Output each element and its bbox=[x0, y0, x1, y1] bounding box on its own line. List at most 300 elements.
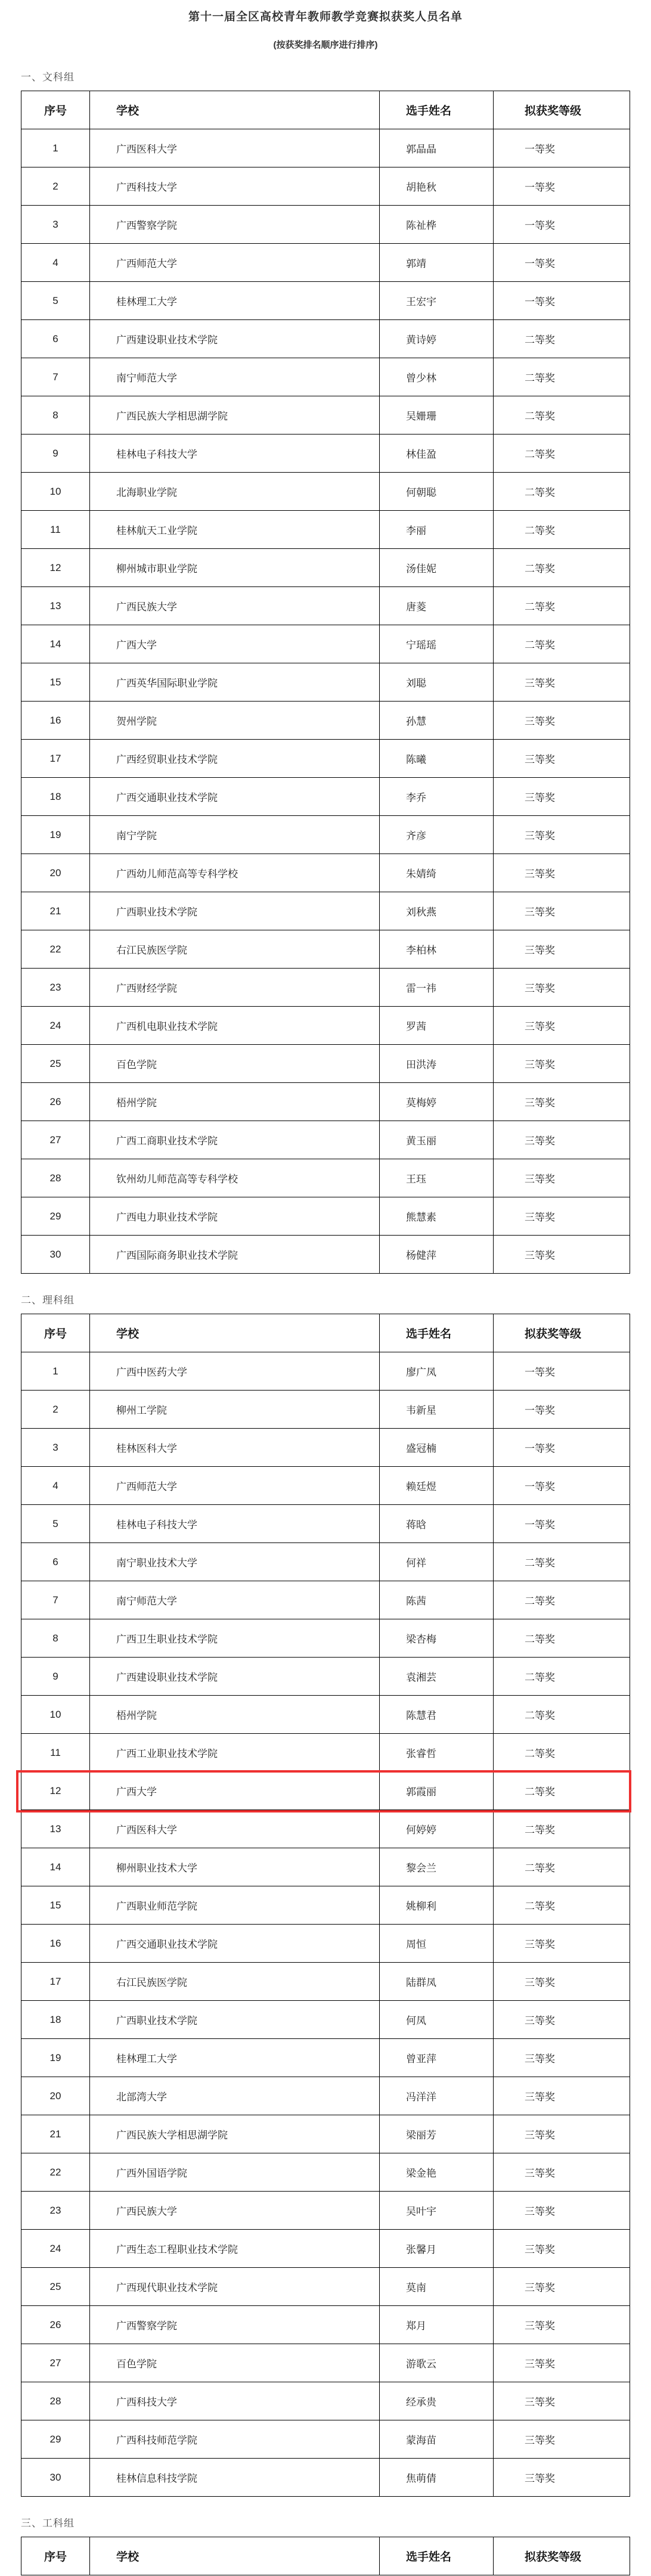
cell-name: 陈茜 bbox=[380, 1581, 494, 1619]
cell-award: 一等奖 bbox=[494, 1467, 630, 1505]
cell-school: 广西师范大学 bbox=[90, 244, 380, 282]
cell-name: 陈曦 bbox=[380, 740, 494, 778]
cell-school: 桂林电子科技大学 bbox=[90, 1505, 380, 1543]
cell-school: 广西交通职业技术学院 bbox=[90, 778, 380, 816]
cell-index: 28 bbox=[21, 2382, 90, 2420]
table-row bbox=[21, 1121, 630, 1159]
table-row bbox=[21, 2077, 630, 2115]
cell-school: 广西师范大学 bbox=[90, 1467, 380, 1505]
cell-school: 广西警察学院 bbox=[90, 2306, 380, 2344]
cell-name: 姚柳利 bbox=[380, 1886, 494, 1925]
cell-index: 17 bbox=[21, 740, 90, 778]
cell-index: 6 bbox=[21, 320, 90, 358]
cell-name: 王宏宇 bbox=[380, 282, 494, 320]
cell-award: 一等奖 bbox=[494, 282, 630, 320]
table-row bbox=[21, 2420, 630, 2459]
cell-name: 莫梅婷 bbox=[380, 1083, 494, 1121]
table-row bbox=[21, 206, 630, 244]
cell-school: 广西建设职业技术学院 bbox=[90, 1658, 380, 1696]
cell-award: 二等奖 bbox=[494, 1619, 630, 1658]
cell-award: 三等奖 bbox=[494, 2153, 630, 2192]
table-header-row bbox=[21, 1314, 630, 1352]
cell-name: 何凤 bbox=[380, 2001, 494, 2039]
cell-name: 曾少林 bbox=[380, 358, 494, 396]
cell-index: 12 bbox=[21, 549, 90, 587]
table-row bbox=[21, 2192, 630, 2230]
cell-award: 三等奖 bbox=[494, 2344, 630, 2382]
cell-award: 一等奖 bbox=[494, 244, 630, 282]
cell-school: 广西中医药大学 bbox=[90, 1352, 380, 1391]
column-header-award: 拟获奖等级 bbox=[494, 91, 630, 129]
cell-award: 二等奖 bbox=[494, 511, 630, 549]
cell-school: 北部湾大学 bbox=[90, 2077, 380, 2115]
table-row bbox=[21, 511, 630, 549]
cell-index: 8 bbox=[21, 1619, 90, 1658]
cell-award: 一等奖 bbox=[494, 1352, 630, 1391]
cell-award: 二等奖 bbox=[494, 320, 630, 358]
cell-award: 二等奖 bbox=[494, 549, 630, 587]
cell-name: 韦新星 bbox=[380, 1391, 494, 1429]
cell-name: 李乔 bbox=[380, 778, 494, 816]
cell-school: 柳州职业技术大学 bbox=[90, 1848, 380, 1886]
cell-index: 14 bbox=[21, 625, 90, 663]
cell-award: 三等奖 bbox=[494, 1121, 630, 1159]
column-header-school: 学校 bbox=[90, 1314, 380, 1352]
cell-school: 广西警察学院 bbox=[90, 206, 380, 244]
table-row bbox=[21, 1467, 630, 1505]
cell-award: 一等奖 bbox=[494, 129, 630, 167]
cell-school: 广西科技大学 bbox=[90, 2382, 380, 2420]
cell-award: 二等奖 bbox=[494, 473, 630, 511]
cell-school: 桂林医科大学 bbox=[90, 1429, 380, 1467]
table-row bbox=[21, 320, 630, 358]
cell-award: 二等奖 bbox=[494, 1543, 630, 1581]
cell-school: 广西机电职业技术学院 bbox=[90, 1007, 380, 1045]
cell-name: 曾亚萍 bbox=[380, 2039, 494, 2077]
cell-index: 16 bbox=[21, 1925, 90, 1963]
table-row bbox=[21, 2230, 630, 2268]
cell-index: 21 bbox=[21, 2115, 90, 2153]
cell-award: 三等奖 bbox=[494, 702, 630, 740]
cell-school: 广西幼儿师范高等专科学校 bbox=[90, 854, 380, 892]
cell-award: 三等奖 bbox=[494, 892, 630, 930]
cell-name: 黎会兰 bbox=[380, 1848, 494, 1886]
cell-award: 三等奖 bbox=[494, 2230, 630, 2268]
table-row bbox=[21, 892, 630, 930]
cell-name: 梁丽芳 bbox=[380, 2115, 494, 2153]
cell-award: 三等奖 bbox=[494, 816, 630, 854]
cell-name: 汤佳妮 bbox=[380, 549, 494, 587]
cell-name: 王珏 bbox=[380, 1159, 494, 1197]
cell-index: 14 bbox=[21, 1848, 90, 1886]
table-row bbox=[21, 587, 630, 625]
cell-school: 南宁职业技术大学 bbox=[90, 1543, 380, 1581]
cell-school: 南宁师范大学 bbox=[90, 358, 380, 396]
cell-index: 11 bbox=[21, 1734, 90, 1772]
page-title: 第十一届全区高校青年教师教学竞赛拟获奖人员名单 bbox=[188, 11, 463, 23]
cell-award: 三等奖 bbox=[494, 740, 630, 778]
cell-index: 27 bbox=[21, 2344, 90, 2382]
cell-school: 广西建设职业技术学院 bbox=[90, 320, 380, 358]
cell-index: 10 bbox=[21, 1696, 90, 1734]
cell-name: 雷一祎 bbox=[380, 969, 494, 1007]
award-section bbox=[0, 1292, 651, 2497]
cell-index: 17 bbox=[21, 1963, 90, 2001]
section-heading: 二、理科组 bbox=[21, 1295, 75, 1306]
cell-award: 三等奖 bbox=[494, 1963, 630, 2001]
cell-name: 黄玉丽 bbox=[380, 1121, 494, 1159]
cell-name: 胡艳秋 bbox=[380, 167, 494, 206]
cell-award: 三等奖 bbox=[494, 1045, 630, 1083]
cell-name: 郭靖 bbox=[380, 244, 494, 282]
table-row bbox=[21, 1391, 630, 1429]
column-header-name: 选手姓名 bbox=[380, 1314, 494, 1352]
cell-index: 25 bbox=[21, 2268, 90, 2306]
cell-school: 桂林理工大学 bbox=[90, 282, 380, 320]
column-header-award: 拟获奖等级 bbox=[494, 1314, 630, 1352]
cell-school: 桂林信息科技学院 bbox=[90, 2459, 380, 2497]
table-row bbox=[21, 1810, 630, 1848]
table-row bbox=[21, 473, 630, 511]
cell-name: 宁瑶瑶 bbox=[380, 625, 494, 663]
cell-award: 二等奖 bbox=[494, 1734, 630, 1772]
award-table bbox=[21, 91, 630, 1274]
table-row bbox=[21, 434, 630, 473]
cell-school: 右江民族医学院 bbox=[90, 930, 380, 969]
table-row bbox=[21, 244, 630, 282]
cell-index: 21 bbox=[21, 892, 90, 930]
cell-index: 26 bbox=[21, 2306, 90, 2344]
cell-school: 广西卫生职业技术学院 bbox=[90, 1619, 380, 1658]
cell-award: 二等奖 bbox=[494, 1581, 630, 1619]
table-row bbox=[21, 930, 630, 969]
cell-school: 广西民族大学相思湖学院 bbox=[90, 2115, 380, 2153]
cell-school: 柳州城市职业学院 bbox=[90, 549, 380, 587]
cell-school: 梧州学院 bbox=[90, 1083, 380, 1121]
cell-school: 南宁学院 bbox=[90, 816, 380, 854]
cell-award: 二等奖 bbox=[494, 358, 630, 396]
cell-name: 蒙海苗 bbox=[380, 2420, 494, 2459]
cell-school: 广西交通职业技术学院 bbox=[90, 1925, 380, 1963]
cell-award: 三等奖 bbox=[494, 854, 630, 892]
cell-index: 24 bbox=[21, 2230, 90, 2268]
cell-name: 朱婧绮 bbox=[380, 854, 494, 892]
cell-name: 张睿哲 bbox=[380, 1734, 494, 1772]
cell-award: 二等奖 bbox=[494, 625, 630, 663]
table-row bbox=[21, 1886, 630, 1925]
cell-award: 三等奖 bbox=[494, 778, 630, 816]
cell-school: 广西生态工程职业技术学院 bbox=[90, 2230, 380, 2268]
cell-name: 何婷婷 bbox=[380, 1810, 494, 1848]
table-row bbox=[21, 549, 630, 587]
award-section bbox=[0, 2515, 651, 2575]
cell-name: 廖广凤 bbox=[380, 1352, 494, 1391]
cell-school: 桂林航天工业学院 bbox=[90, 511, 380, 549]
table-row bbox=[21, 2001, 630, 2039]
cell-award: 二等奖 bbox=[494, 587, 630, 625]
cell-award: 三等奖 bbox=[494, 2459, 630, 2497]
cell-school: 广西医科大学 bbox=[90, 129, 380, 167]
cell-award: 一等奖 bbox=[494, 206, 630, 244]
table-row bbox=[21, 816, 630, 854]
cell-name: 何祥 bbox=[380, 1543, 494, 1581]
table-header-row bbox=[21, 2537, 630, 2575]
cell-award: 三等奖 bbox=[494, 1159, 630, 1197]
cell-award: 一等奖 bbox=[494, 1391, 630, 1429]
cell-name: 熊慧素 bbox=[380, 1197, 494, 1236]
cell-index: 6 bbox=[21, 1543, 90, 1581]
cell-index: 7 bbox=[21, 1581, 90, 1619]
column-header-school: 学校 bbox=[90, 2537, 380, 2575]
cell-name: 赖廷煜 bbox=[380, 1467, 494, 1505]
column-header-award: 拟获奖等级 bbox=[494, 2537, 630, 2575]
cell-award: 三等奖 bbox=[494, 1236, 630, 1274]
cell-index: 20 bbox=[21, 854, 90, 892]
table-row bbox=[21, 2459, 630, 2497]
cell-name: 罗茜 bbox=[380, 1007, 494, 1045]
section-heading: 三、工科组 bbox=[21, 2518, 75, 2529]
cell-school: 广西民族大学相思湖学院 bbox=[90, 396, 380, 434]
cell-school: 广西现代职业技术学院 bbox=[90, 2268, 380, 2306]
cell-school: 广西民族大学 bbox=[90, 2192, 380, 2230]
cell-award: 二等奖 bbox=[494, 1772, 630, 1810]
cell-name: 刘聪 bbox=[380, 663, 494, 702]
award-section bbox=[0, 69, 651, 1274]
cell-name: 周恒 bbox=[380, 1925, 494, 1963]
cell-name: 李丽 bbox=[380, 511, 494, 549]
page-subtitle: (按获奖排名顺序进行排序) bbox=[273, 40, 378, 50]
cell-index: 9 bbox=[21, 434, 90, 473]
table-header-row bbox=[21, 91, 630, 129]
cell-name: 郑月 bbox=[380, 2306, 494, 2344]
cell-award: 三等奖 bbox=[494, 663, 630, 702]
cell-name: 莫南 bbox=[380, 2268, 494, 2306]
table-row bbox=[21, 854, 630, 892]
table-row bbox=[21, 2344, 630, 2382]
table-row bbox=[21, 1007, 630, 1045]
cell-award: 三等奖 bbox=[494, 2268, 630, 2306]
table-row bbox=[21, 1505, 630, 1543]
cell-school: 广西职业技术学院 bbox=[90, 892, 380, 930]
cell-name: 焦萌倩 bbox=[380, 2459, 494, 2497]
cell-index: 4 bbox=[21, 1467, 90, 1505]
table-row bbox=[21, 1543, 630, 1581]
cell-school: 广西英华国际职业学院 bbox=[90, 663, 380, 702]
cell-school: 右江民族医学院 bbox=[90, 1963, 380, 2001]
cell-name: 孙慧 bbox=[380, 702, 494, 740]
cell-name: 黄诗婷 bbox=[380, 320, 494, 358]
cell-school: 梧州学院 bbox=[90, 1696, 380, 1734]
cell-school: 广西医科大学 bbox=[90, 1810, 380, 1848]
cell-index: 22 bbox=[21, 2153, 90, 2192]
cell-index: 13 bbox=[21, 1810, 90, 1848]
table-row bbox=[21, 1429, 630, 1467]
column-header-school: 学校 bbox=[90, 91, 380, 129]
cell-name: 吴姗珊 bbox=[380, 396, 494, 434]
cell-award: 一等奖 bbox=[494, 1505, 630, 1543]
cell-index: 27 bbox=[21, 1121, 90, 1159]
cell-name: 郭晶晶 bbox=[380, 129, 494, 167]
cell-award: 三等奖 bbox=[494, 1083, 630, 1121]
cell-index: 3 bbox=[21, 206, 90, 244]
cell-award: 三等奖 bbox=[494, 2001, 630, 2039]
table-row bbox=[21, 625, 630, 663]
cell-award: 三等奖 bbox=[494, 1925, 630, 1963]
cell-index: 23 bbox=[21, 969, 90, 1007]
table-row bbox=[21, 358, 630, 396]
cell-name: 刘秋燕 bbox=[380, 892, 494, 930]
table-row bbox=[21, 969, 630, 1007]
award-table bbox=[21, 1314, 630, 2497]
cell-school: 广西国际商务职业技术学院 bbox=[90, 1236, 380, 1274]
cell-index: 29 bbox=[21, 1197, 90, 1236]
cell-index: 2 bbox=[21, 167, 90, 206]
cell-index: 1 bbox=[21, 129, 90, 167]
section-heading: 一、文科组 bbox=[21, 72, 75, 83]
cell-school: 广西大学 bbox=[90, 625, 380, 663]
cell-name: 梁杏梅 bbox=[380, 1619, 494, 1658]
table-row bbox=[21, 2153, 630, 2192]
cell-award: 二等奖 bbox=[494, 1886, 630, 1925]
table-row bbox=[21, 1658, 630, 1696]
table-row bbox=[21, 1045, 630, 1083]
cell-index: 30 bbox=[21, 1236, 90, 1274]
table-row bbox=[21, 1963, 630, 2001]
award-table bbox=[21, 2537, 630, 2575]
cell-name: 冯洋洋 bbox=[380, 2077, 494, 2115]
cell-school: 广西经贸职业技术学院 bbox=[90, 740, 380, 778]
cell-award: 二等奖 bbox=[494, 434, 630, 473]
cell-index: 1 bbox=[21, 1352, 90, 1391]
table-row bbox=[21, 129, 630, 167]
cell-award: 三等奖 bbox=[494, 1007, 630, 1045]
cell-school: 广西电力职业技术学院 bbox=[90, 1197, 380, 1236]
cell-index: 18 bbox=[21, 2001, 90, 2039]
column-header-name: 选手姓名 bbox=[380, 91, 494, 129]
cell-award: 三等奖 bbox=[494, 2382, 630, 2420]
cell-school: 南宁师范大学 bbox=[90, 1581, 380, 1619]
cell-index: 5 bbox=[21, 1505, 90, 1543]
cell-name: 游歌云 bbox=[380, 2344, 494, 2382]
cell-name: 林佳盈 bbox=[380, 434, 494, 473]
cell-award: 三等奖 bbox=[494, 930, 630, 969]
cell-award: 二等奖 bbox=[494, 1810, 630, 1848]
column-header-index: 序号 bbox=[21, 2537, 90, 2575]
cell-school: 百色学院 bbox=[90, 2344, 380, 2382]
cell-index: 2 bbox=[21, 1391, 90, 1429]
cell-name: 唐菱 bbox=[380, 587, 494, 625]
cell-award: 三等奖 bbox=[494, 2192, 630, 2230]
cell-name: 杨健萍 bbox=[380, 1236, 494, 1274]
table-row bbox=[21, 282, 630, 320]
cell-index: 28 bbox=[21, 1159, 90, 1197]
cell-name: 蒋晗 bbox=[380, 1505, 494, 1543]
cell-award: 三等奖 bbox=[494, 2039, 630, 2077]
cell-award: 二等奖 bbox=[494, 1848, 630, 1886]
cell-index: 10 bbox=[21, 473, 90, 511]
cell-school: 广西科技师范学院 bbox=[90, 2420, 380, 2459]
cell-name: 郭霞丽 bbox=[380, 1772, 494, 1810]
cell-index: 18 bbox=[21, 778, 90, 816]
table-row bbox=[21, 1352, 630, 1391]
table-row bbox=[21, 1734, 630, 1772]
cell-index: 13 bbox=[21, 587, 90, 625]
cell-index: 25 bbox=[21, 1045, 90, 1083]
cell-award: 二等奖 bbox=[494, 396, 630, 434]
cell-school: 贺州学院 bbox=[90, 702, 380, 740]
cell-school: 广西财经学院 bbox=[90, 969, 380, 1007]
column-header-name: 选手姓名 bbox=[380, 2537, 494, 2575]
table-row bbox=[21, 1083, 630, 1121]
cell-school: 广西民族大学 bbox=[90, 587, 380, 625]
cell-award: 二等奖 bbox=[494, 1658, 630, 1696]
cell-school: 广西科技大学 bbox=[90, 167, 380, 206]
sections-container bbox=[0, 69, 651, 2575]
cell-index: 20 bbox=[21, 2077, 90, 2115]
table-row bbox=[21, 2115, 630, 2153]
table-row bbox=[21, 1925, 630, 1963]
cell-index: 22 bbox=[21, 930, 90, 969]
table-row bbox=[21, 167, 630, 206]
cell-index: 11 bbox=[21, 511, 90, 549]
cell-name: 张馨月 bbox=[380, 2230, 494, 2268]
cell-index: 29 bbox=[21, 2420, 90, 2459]
table-row bbox=[21, 1581, 630, 1619]
table-row bbox=[21, 2306, 630, 2344]
table-row bbox=[21, 1619, 630, 1658]
cell-award: 一等奖 bbox=[494, 167, 630, 206]
cell-index: 24 bbox=[21, 1007, 90, 1045]
cell-index: 15 bbox=[21, 1886, 90, 1925]
cell-school: 广西职业技术学院 bbox=[90, 2001, 380, 2039]
cell-name: 田洪涛 bbox=[380, 1045, 494, 1083]
cell-index: 16 bbox=[21, 702, 90, 740]
cell-school: 北海职业学院 bbox=[90, 473, 380, 511]
table-row bbox=[21, 1236, 630, 1274]
cell-school: 广西大学 bbox=[90, 1772, 380, 1810]
cell-index: 4 bbox=[21, 244, 90, 282]
cell-name: 吴叶宇 bbox=[380, 2192, 494, 2230]
cell-name: 陈慧君 bbox=[380, 1696, 494, 1734]
table-row bbox=[21, 702, 630, 740]
cell-school: 百色学院 bbox=[90, 1045, 380, 1083]
cell-name: 齐彦 bbox=[380, 816, 494, 854]
cell-name: 陈祉桦 bbox=[380, 206, 494, 244]
cell-index: 7 bbox=[21, 358, 90, 396]
table-row bbox=[21, 778, 630, 816]
cell-school: 钦州幼儿师范高等专科学校 bbox=[90, 1159, 380, 1197]
cell-index: 23 bbox=[21, 2192, 90, 2230]
table-row bbox=[21, 1848, 630, 1886]
cell-school: 广西职业师范学院 bbox=[90, 1886, 380, 1925]
table-row bbox=[21, 2382, 630, 2420]
table-row bbox=[21, 1197, 630, 1236]
cell-name: 何朝聪 bbox=[380, 473, 494, 511]
cell-name: 陆群凤 bbox=[380, 1963, 494, 2001]
cell-index: 9 bbox=[21, 1658, 90, 1696]
cell-school: 广西工业职业技术学院 bbox=[90, 1734, 380, 1772]
cell-award: 一等奖 bbox=[494, 1429, 630, 1467]
cell-index: 19 bbox=[21, 816, 90, 854]
cell-name: 盛冠楠 bbox=[380, 1429, 494, 1467]
cell-award: 三等奖 bbox=[494, 2115, 630, 2153]
cell-index: 5 bbox=[21, 282, 90, 320]
cell-school: 桂林电子科技大学 bbox=[90, 434, 380, 473]
cell-name: 经承贵 bbox=[380, 2382, 494, 2420]
table-row bbox=[21, 1159, 630, 1197]
cell-award: 三等奖 bbox=[494, 2420, 630, 2459]
table-row bbox=[21, 1772, 630, 1810]
